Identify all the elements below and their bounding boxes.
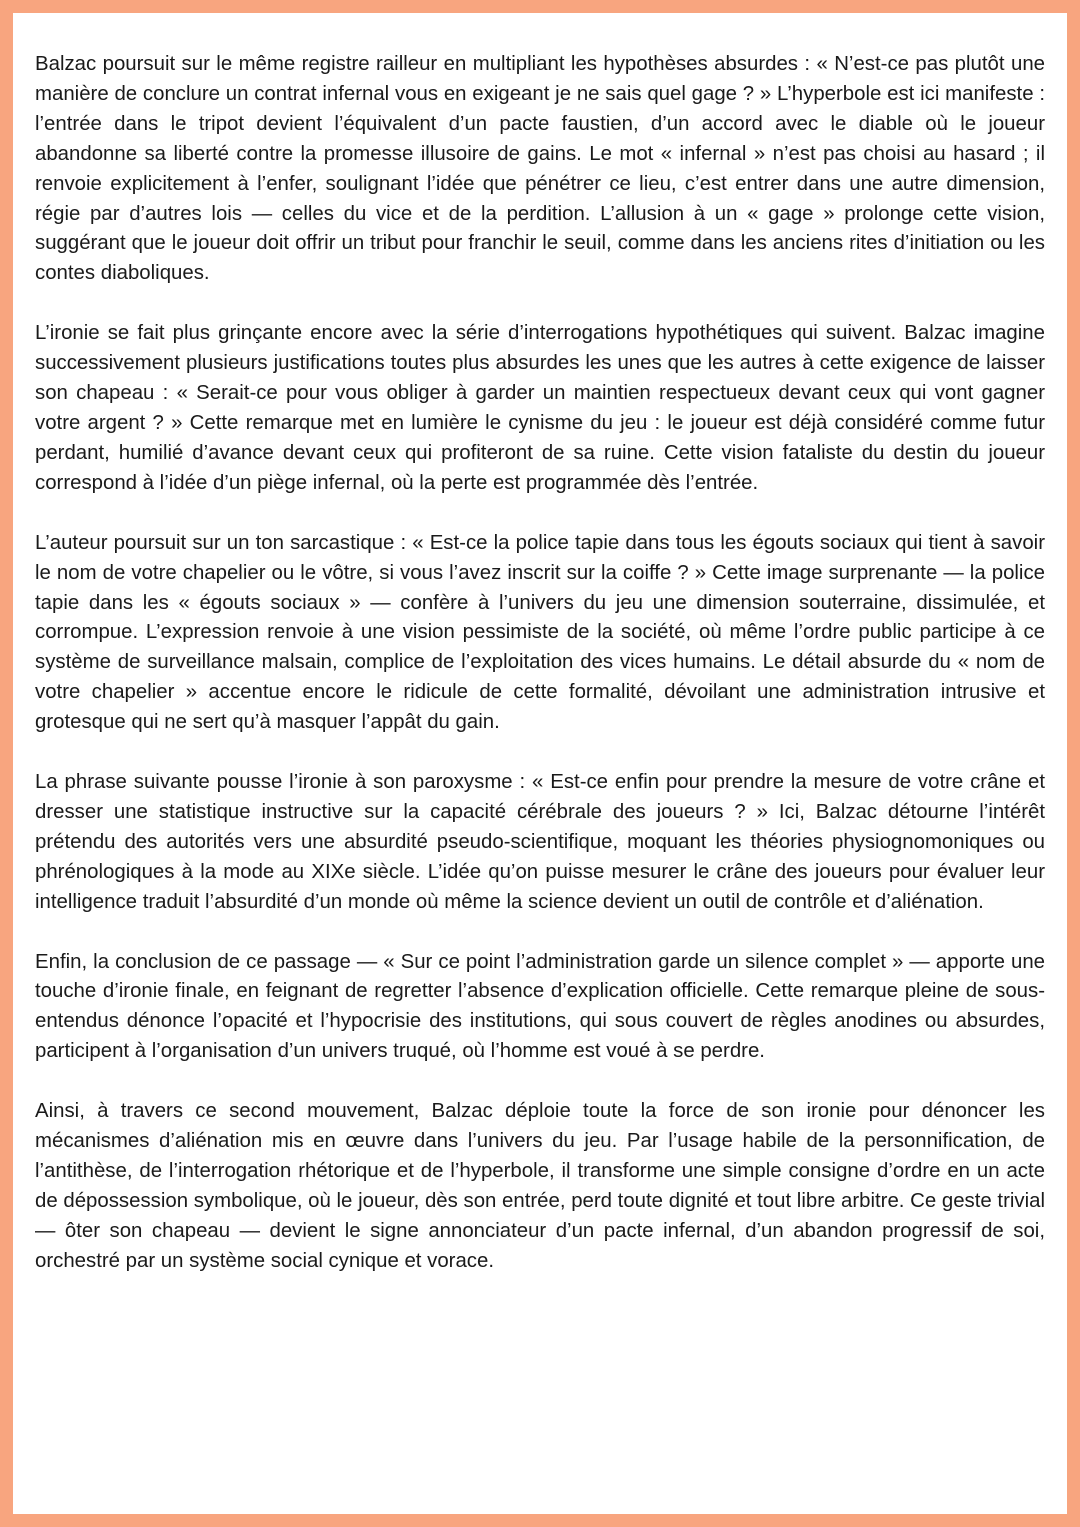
paragraph-5: Enfin, la conclusion de ce passage — « Sur ce point l’administration garde un silence complet » — apporte une touche d’ironie finale, en feignant de regretter l’absence d’explication officielle. Cette remarque pleine de sous-entendus dénonce l’opacité et l’hypocrisie des institutions, qui sous couvert de règles anodines ou absurdes, participent à l’organisation d’un univers truqué, où l’homme est voué à se perdre. (35, 950, 1045, 1063)
paragraph-2: L’ironie se fait plus grinçante encore avec la série d’interrogations hypothétiques qui suivent. Balzac imagine successivement plusieurs justifications toutes plus absurdes les unes que les autres à cette exigence de laisser son chapeau : « Serait-ce pour vous obliger à garder un maintien respectueux devant ceux qui vont gagner votre argent ? » Cette remarque met en lumière le cynisme du jeu : le joueur est déjà considéré comme futur perdant, humilié d’avance devant ceux qui profiteront de sa ruine. Cette vision fataliste du destin du joueur correspond à l’idée d’un piège infernal, où la perte est programmée dès l’entrée. (35, 322, 1045, 494)
document-page (13, 13, 1067, 1514)
paragraph-1: Balzac poursuit sur le même registre railleur en multipliant les hypothèses absurdes : « N’est-ce pas plutôt une manière de conclure un contrat infernal vous en exigeant je ne sais quel gage ? » L’hyperbole est ici manifeste : l’entrée dans le tripot devient l’équivalent d’un pacte faustien, d’un accord avec le diable où le joueur abandonne sa liberté contre la promesse illusoire de gains. Le mot « infernal » n’est pas choisi au hasard ; il renvoie explicitement à l’enfer, soulignant l’idée que pénétrer ce lieu, c’est entrer dans une autre dimension, régie par d’autres lois — celles du vice et de la perdition. L’allusion à un « gage » prolonge cette vision, suggérant que le joueur doit offrir un tribut pour franchir le seuil, comme dans les anciens rites d’initiation ou les contes diaboliques. (35, 53, 1045, 285)
paragraph-6: Ainsi, à travers ce second mouvement, Balzac déploie toute la force de son ironie pour dénoncer les mécanismes d’aliénation mis en œuvre dans l’univers du jeu. Par l’usage habile de la personnification, de l’antithèse, de l’interrogation rhétorique et de l’hyperbole, il transforme une simple consigne d’ordre en un acte de dépossession symbolique, où le joueur, dès son entrée, perd toute dignité et tout libre arbitre. Ce geste trivial — ôter son chapeau — devient le signe annonciateur d’un pacte infernal, d’un abandon progressif de soi, orchestré par un système social cynique et vorace. (35, 1100, 1045, 1272)
paragraph-3: L’auteur poursuit sur un ton sarcastique : « Est-ce la police tapie dans tous les égouts sociaux qui tient à savoir le nom de votre chapelier ou le vôtre, si vous l’avez inscrit sur la coiffe ? » Cette image surprenante — la police tapie dans les « égouts sociaux » — confère à l’univers du jeu une dimension souterraine, dissimulée, et corrompue. L’expression renvoie à une vision pessimiste de la société, où même l’ordre public participe à ce système de surveillance malsain, complice de l’exploitation des vices humains. Le détail absurde du « nom de votre chapelier » accentue encore le ridicule de cette formalité, dévoilant une administration intrusive et grotesque qui ne sert qu’à masquer l’appât du gain. (35, 531, 1045, 734)
paragraph-4: La phrase suivante pousse l’ironie à son paroxysme : « Est-ce enfin pour prendre la mesure de votre crâne et dresser une statistique instructive sur la capacité cérébrale des joueurs ? » Ici, Balzac détourne l’intérêt prétendu des autorités vers une absurdité pseudo-scientifique, moquant les théories physiognomoniques ou phrénologiques à la mode au XIXe siècle. L’idée qu’on puisse mesurer le crâne des joueurs pour évaluer leur intelligence traduit l’absurdité d’un monde où même la science devient un outil de contrôle et d’aliénation. (35, 771, 1045, 913)
